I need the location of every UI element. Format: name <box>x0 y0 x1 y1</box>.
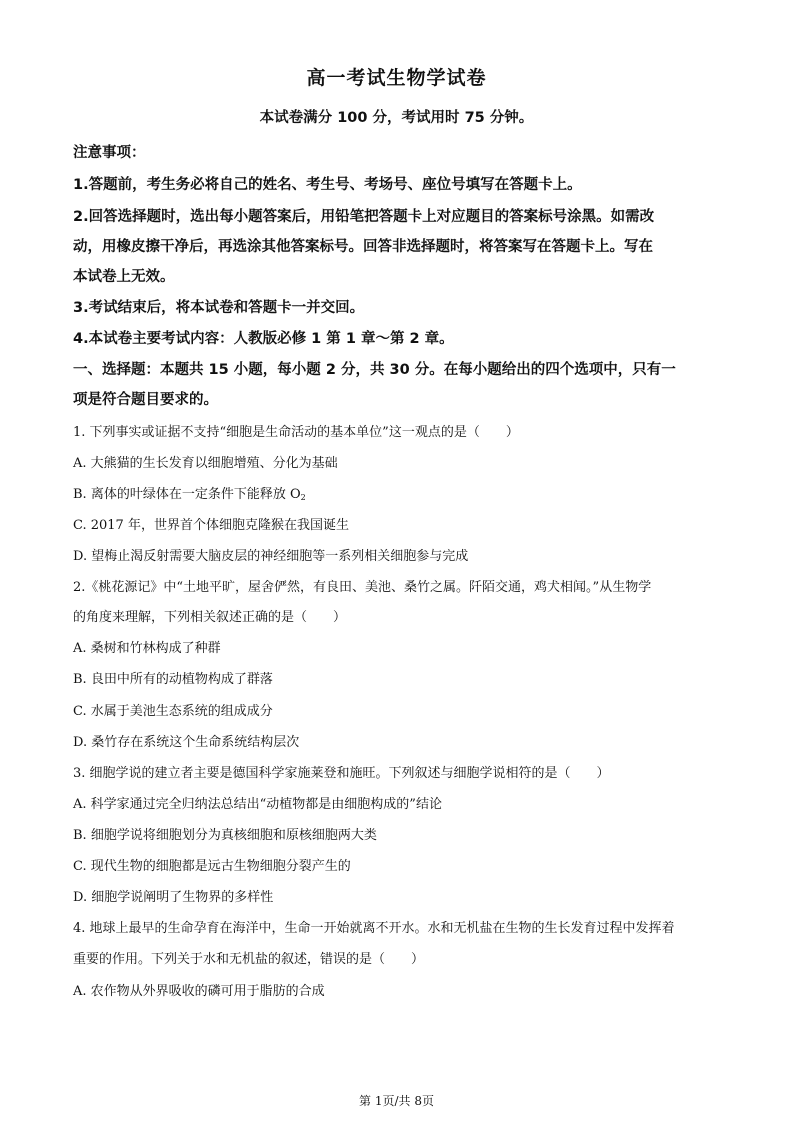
question-1-option-c: C. 2017 年，世界首个体细胞克隆猴在我国诞生 <box>73 518 349 533</box>
exam-info: 本试卷满分 100 分，考试用时 75 分钟。 <box>259 110 534 126</box>
question-3-stem: 3. 细胞学说的建立者主要是德国科学家施莱登和施旺。下列叙述与细胞学说相符的是（ ） <box>73 766 610 781</box>
note-item-4: 4.本试卷主要考试内容：人教版必修 1 第 1 章～第 2 章。 <box>73 331 454 347</box>
question-3-option-b: B. 细胞学说将细胞划分为真核细胞和原核细胞两大类 <box>73 828 377 843</box>
question-3-option-c: C. 现代生物的细胞都是远古生物细胞分裂产生的 <box>73 859 351 874</box>
question-2-option-d: D. 桑竹存在系统这个生命系统结构层次 <box>73 735 300 750</box>
note-item-3: 3.考试结束后，将本试卷和答题卡一并交回。 <box>73 300 365 316</box>
question-1-option-b-text: B. 离体的叶绿体在一定条件下能释放 O <box>73 487 301 502</box>
question-3-option-d: D. 细胞学说阐明了生物界的多样性 <box>73 890 274 905</box>
question-2-option-a: A. 桑树和竹林构成了种群 <box>73 641 221 656</box>
question-4-stem-line-1: 4. 地球上最早的生命孕育在海洋中，生命一开始就离不开水。水和无机盐在生物的生长发育过程中发挥着 <box>73 921 675 936</box>
note-item-2-line-1: 2.回答选择题时，选出每小题答案后，用铅笔把答题卡上对应题目的答案标号涂黑。如需改 <box>73 209 655 225</box>
page-number: 第 1页/共 8页 <box>359 1094 434 1108</box>
question-4-option-a: A. 农作物从外界吸收的磷可用于脂肪的合成 <box>73 984 325 999</box>
question-3-option-a: A. 科学家通过完全归纳法总结出“动植物都是由细胞构成的”结论 <box>73 797 442 812</box>
note-item-1: 1.答题前，考生务必将自己的姓名、考生号、考场号、座位号填写在答题卡上。 <box>73 177 582 193</box>
question-1-stem: 1. 下列事实或证据不支持“细胞是生命活动的基本单位”这一观点的是（ ） <box>73 425 519 440</box>
question-2-stem-line-2: 的角度来理解，下列相关叙述正确的是（ ） <box>73 610 347 625</box>
question-2-option-b: B. 良田中所有的动植物构成了群落 <box>73 672 273 687</box>
note-item-2-line-3: 本试卷上无效。 <box>73 269 175 285</box>
question-1-option-d: D. 望梅止渴反射需要大脑皮层的神经细胞等一系列相关细胞参与完成 <box>73 549 469 564</box>
section-heading-line-1: 一、选择题：本题共 15 小题，每小题 2 分，共 30 分。在每小题给出的四个选项中，只有一 <box>73 362 676 378</box>
section-heading-line-2: 项是符合题目要求的。 <box>73 392 218 408</box>
note-item-2-line-2: 动，用橡皮擦干净后，再选涂其他答案标号。回答非选择题时，将答案写在答题卡上。写在 <box>73 239 653 255</box>
question-2-stem-line-1: 2.《桃花源记》中“土地平旷，屋舍俨然，有良田、美池、桑竹之属。阡陌交通，鸡犬相闻。”从生物学 <box>73 580 652 595</box>
question-4-stem-line-2: 重要的作用。下列关于水和无机盐的叙述，错误的是（ ） <box>73 952 425 967</box>
question-1-option-b <box>73 483 723 502</box>
question-2-option-c: C. 水属于美池生态系统的组成成分 <box>73 704 273 719</box>
subscript-2: 2 <box>300 493 306 502</box>
notes-heading: 注意事项： <box>73 145 146 161</box>
page-title: 高一考试生物学试卷 <box>306 67 487 89</box>
question-1-option-a: A. 大熊猫的生长发育以细胞增殖、分化为基础 <box>73 456 338 471</box>
